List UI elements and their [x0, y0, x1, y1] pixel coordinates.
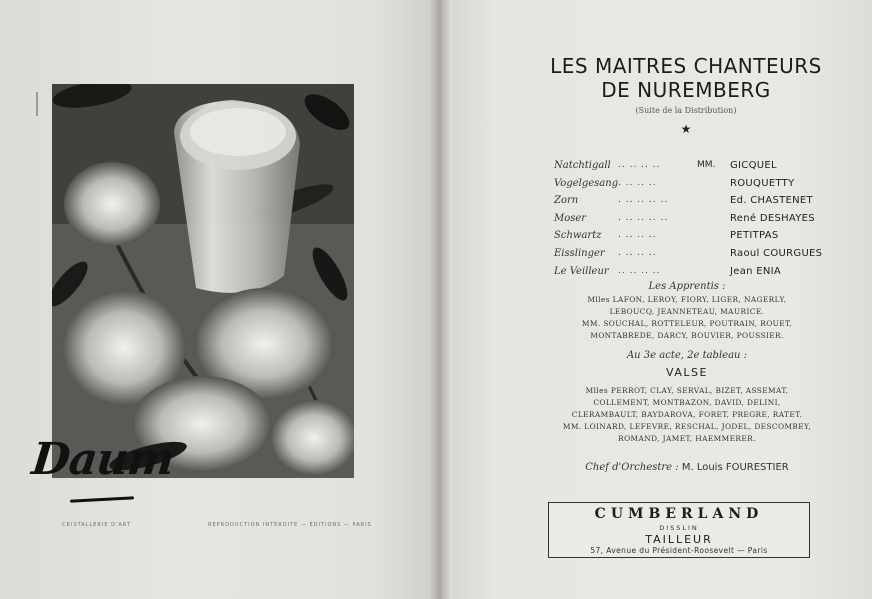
- photo-caption-left: CRISTALLERIE D'ART: [62, 522, 131, 528]
- ad-trade: TAILLEUR: [645, 533, 713, 546]
- photo-caption-right: REPRODUCTION INTERDITE — ÉDITIONS — PARIS: [208, 522, 372, 528]
- acte-heading: Au 3e acte, 2e tableau :: [626, 350, 748, 361]
- cumberland-tailor-ad: [548, 502, 810, 558]
- valse-line: COLLEMENT, MONTBAZON, DAVID, DELINI,: [593, 398, 781, 407]
- leader-dots: . .. .. .. ..: [618, 195, 669, 206]
- daum-glass-photo: [52, 84, 354, 478]
- singer-name: Jean ENIA: [730, 265, 782, 277]
- role-name: Schwartz: [554, 230, 602, 242]
- role-name: Zorn: [554, 195, 579, 207]
- apprentis-line: Mlles LAFON, LEROY, FIORY, LIGER, NAGERLY,: [587, 295, 787, 304]
- chef-orchestre-line: [540, 462, 834, 473]
- apprentis-line: MONTABREDE, DARCY, BOUVIER, POUSSIER.: [590, 331, 784, 340]
- singer-name: PETITPAS: [730, 230, 779, 242]
- singer-name: Raoul COURGUES: [730, 247, 823, 259]
- valse-heading: VALSE: [666, 366, 708, 379]
- singer-name: Ed. CHASTENET: [730, 195, 813, 207]
- valse-names: [540, 385, 834, 445]
- role-name: Le Veilleur: [554, 265, 609, 277]
- cast-row: [554, 230, 824, 248]
- daum-signature-logo: Daum: [29, 434, 176, 485]
- singer-name: René DESHAYES: [730, 212, 815, 224]
- leader-dots: . .. .. ..: [618, 177, 657, 188]
- leader-dots: .. .. .. ..: [618, 160, 661, 170]
- role-name: Vogelgesang: [554, 177, 619, 189]
- leader-dots: . .. .. .. ..: [618, 212, 669, 223]
- apprentis-names: [540, 294, 834, 342]
- chef-name: M. Louis FOURESTIER: [681, 462, 789, 473]
- valse-line: CLERAMBAULT, BAYDAROVA, FORET, PREGRE, RATET.: [571, 410, 803, 419]
- role-name: Eisslinger: [554, 247, 605, 259]
- role-name: Natchtigall: [554, 160, 611, 171]
- opera-title-line-2: DE NUREMBERG: [601, 78, 771, 102]
- valse-line: Mlles PERROT, CLAY, SERVAL, BIZET, ASSEMAT,: [585, 386, 789, 395]
- ad-sub-name: DISSLIN: [659, 524, 699, 532]
- mm-label: MM.: [697, 160, 716, 170]
- star-ornament-icon: ★: [680, 122, 692, 136]
- valse-line: ROMAND, JAMET, HAEMMERER.: [618, 434, 756, 443]
- singer-name: GICQUEL: [730, 160, 777, 171]
- cast-row: [554, 213, 824, 231]
- cast-row: [554, 195, 824, 213]
- photo-illustration: [52, 84, 354, 478]
- singer-name: ROUQUETTY: [730, 177, 795, 189]
- book-gutter: [430, 0, 452, 599]
- cast-list: [554, 160, 824, 283]
- apprentis-heading: Les Apprentis :: [648, 281, 726, 292]
- cast-row: [554, 178, 824, 196]
- chef-label: Chef d'Orchestre :: [585, 462, 679, 473]
- role-name: Moser: [554, 212, 587, 224]
- opera-title-line-1: LES MAITRES CHANTEURS: [550, 54, 822, 78]
- ad-brand-name: CUMBERLAND: [594, 506, 764, 522]
- distribution-subtitle: (Suite de la Distribution): [635, 106, 737, 115]
- ad-address: 57, Avenue du Président-Roosevelt — Paris: [590, 546, 768, 555]
- leader-dots: . .. .. ..: [618, 247, 657, 258]
- valse-line: MM. LOINARD, LEFEVRE, RESCHAL, JODEL, DESCOMBEY,: [562, 422, 812, 431]
- cast-row: [554, 160, 824, 178]
- cast-row: [554, 248, 824, 266]
- leader-dots: .. .. .. ..: [618, 265, 661, 276]
- leader-dots: . .. .. ..: [618, 230, 657, 241]
- apprentis-line: MM. SOUCHAL, ROTTELEUR, POUTRAIN, ROUET,: [581, 319, 793, 328]
- side-mark: [36, 92, 38, 116]
- apprentis-line: LEBOUCQ, JEANNETEAU, MAURICE.: [609, 307, 765, 316]
